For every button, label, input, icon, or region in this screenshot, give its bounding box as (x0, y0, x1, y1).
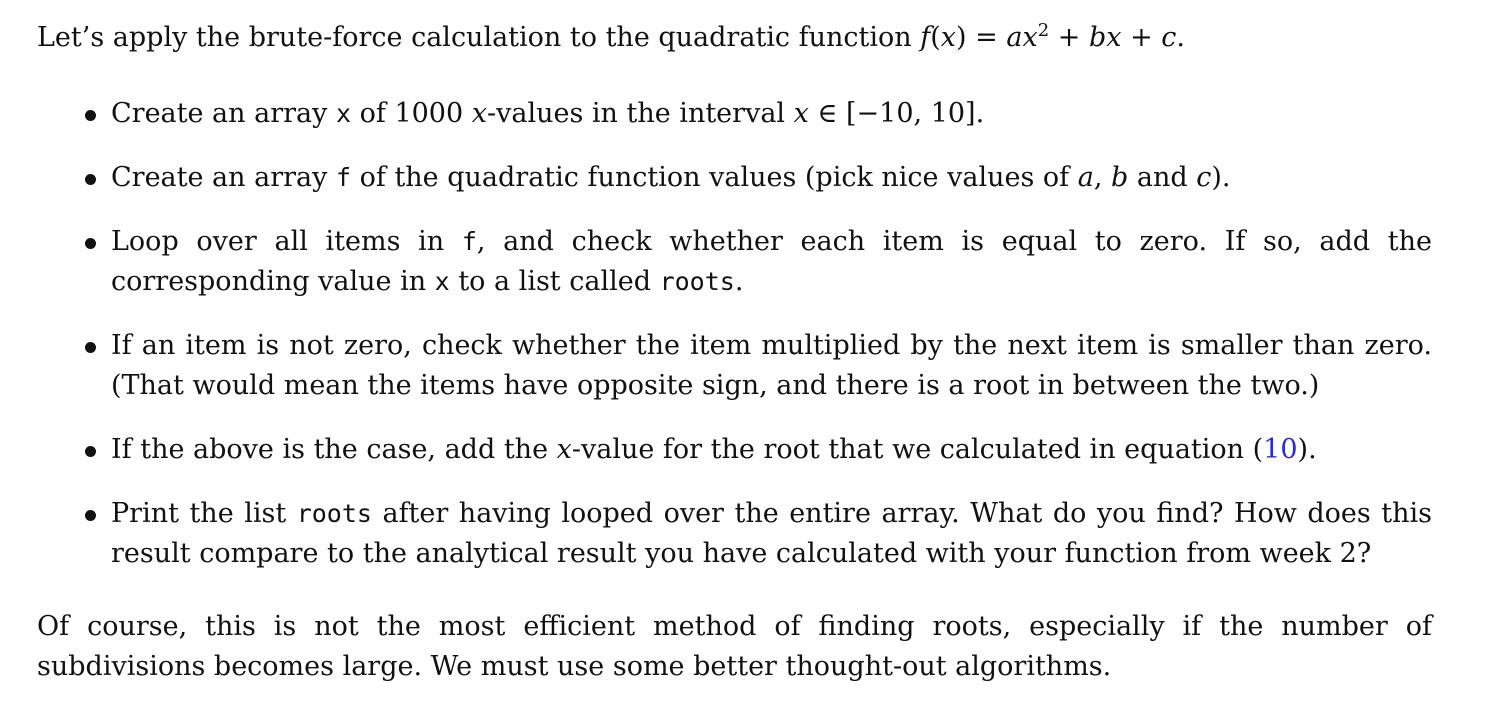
item-text: -values in the interval (486, 98, 794, 129)
code-x: x (335, 99, 352, 128)
item-text: If an item is not zero, check whether the item multiplied by the next item is smaller than zero. (That would mean the items have opposite sign, and there is a root in between the two.) (111, 330, 1432, 401)
list-item (37, 94, 1432, 134)
list-item (37, 158, 1432, 198)
math-lpar: ( (930, 22, 941, 53)
item-text: Print the list (111, 498, 297, 529)
math-b: b (1088, 22, 1107, 53)
list-item (37, 222, 1432, 302)
item-text: , and check whether each item is equal to zero. If so, add the corresponding value in (111, 226, 1432, 297)
intro-period: . (1176, 22, 1185, 53)
list-item (37, 494, 1432, 574)
math-a: a (1077, 162, 1094, 193)
math-c: c (1161, 22, 1177, 53)
bullet-icon (85, 510, 96, 521)
math-x: x (940, 22, 957, 53)
math-rpar-eq: ) = (956, 22, 1007, 53)
code-x: x (434, 267, 450, 296)
list-item (37, 430, 1432, 470)
math-c: c (1196, 162, 1212, 193)
item-text: ). (1297, 434, 1317, 465)
code-f: f (335, 163, 352, 192)
item-text: Create an array (111, 98, 336, 129)
item-text: to a list called (449, 266, 660, 297)
item-text: Create an array (111, 162, 336, 193)
math-f: f (920, 22, 931, 53)
math-b: b (1111, 162, 1129, 193)
math-plus: + (1121, 22, 1162, 53)
math-x-linear: x (1106, 22, 1122, 53)
item-text: of the quadratic function values (pick nice values of (351, 162, 1078, 193)
bullet-icon (85, 110, 96, 121)
math-x-squared-base: x (1022, 22, 1038, 53)
bullet-icon (85, 342, 96, 353)
equation-reference-link[interactable]: 10 (1263, 434, 1298, 465)
document-page (37, 18, 1432, 687)
code-roots: roots (659, 267, 735, 296)
item-text: . (734, 266, 744, 297)
math-a: a (1006, 22, 1023, 53)
item-text: and (1128, 162, 1197, 193)
intro-text: Let’s apply the brute-force calculation to the quadratic function (37, 22, 921, 53)
code-f: f (461, 227, 477, 256)
math-x: x (556, 434, 572, 465)
item-text: after having looped over the entire array. What do you find? How does this result compare to the analytical result you have calculated with your function from week 2? (111, 498, 1433, 569)
item-text: of 1000 (351, 98, 472, 129)
item-text: -value for the root that we calculated in equation ( (571, 434, 1264, 465)
item-text: If the above is the case, add the (111, 434, 557, 465)
item-text: Loop over all items in (111, 226, 462, 257)
bullet-icon (85, 446, 96, 457)
intro-paragraph (37, 18, 1432, 58)
code-roots: roots (296, 499, 372, 528)
conclusion-paragraph: Of course, this is not the most efficient method of finding roots, especially if the number of subdivisions becomes large. We must use some better thought-out algorithms. (37, 611, 1432, 682)
instruction-list (37, 94, 1432, 574)
item-text: ). (1211, 162, 1231, 193)
list-item (37, 326, 1432, 406)
math-plus: + (1049, 22, 1089, 53)
math-exponent: 2 (1037, 20, 1050, 41)
math-x: x (471, 98, 487, 129)
bullet-icon (85, 174, 96, 185)
bullet-icon (85, 238, 96, 249)
math-interval: ∈ [−10, 10]. (808, 98, 985, 129)
math-x: x (793, 98, 809, 129)
item-text: , (1093, 162, 1112, 193)
